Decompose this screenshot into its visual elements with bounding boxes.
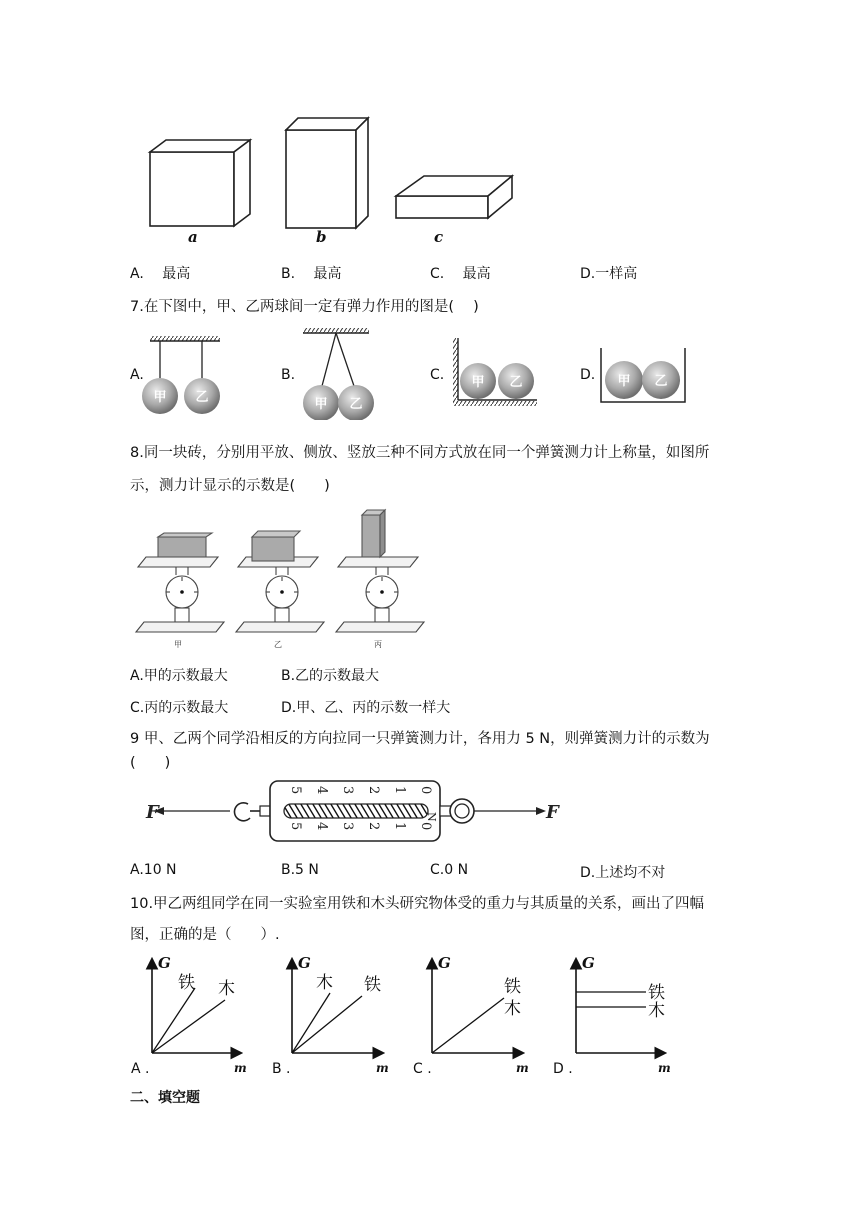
- q10-a-wood: 木: [218, 979, 235, 999]
- q7-fig-a: [142, 336, 220, 414]
- q8-stem-line2: 示，测力计显示的示数是( ): [130, 478, 330, 494]
- q10-d-wood: 木: [648, 1001, 665, 1021]
- q10-stem-line2: 图，正确的是（ ）.: [130, 927, 280, 943]
- q8-option-a: A.甲的示数最大: [130, 668, 228, 684]
- q7-fig-d: [601, 348, 685, 402]
- q7-stem: 7.在下图中，甲、乙两球间一定有弹力作用的图是( ): [130, 299, 479, 315]
- box-c: [396, 176, 512, 218]
- q10-c-y-axis: G: [438, 954, 451, 972]
- q9-tick-top-0: 0: [418, 786, 433, 795]
- q10-b-wood: 木: [316, 973, 333, 993]
- q9-tick-bottom-1: 1: [392, 822, 407, 831]
- box-b: [286, 118, 368, 228]
- q6-option-c: C. 最高: [430, 266, 491, 282]
- q8-option-c: C.丙的示数最大: [130, 700, 229, 716]
- q9-tick-bottom-5: 5: [288, 822, 303, 831]
- q8-scale-1: [136, 533, 224, 632]
- q10-d-iron: 铁: [648, 983, 665, 1003]
- q7-option-d: D.: [580, 367, 596, 383]
- box-a: [150, 140, 250, 226]
- q8-scale-label-1: 甲: [174, 640, 182, 649]
- q9-tick-top-5: 5: [288, 786, 303, 795]
- q9-force-right: F: [546, 802, 559, 823]
- q7-balls-figure: [0, 320, 860, 420]
- q10-d-y-axis: G: [582, 954, 595, 972]
- q10-b-iron: 铁: [364, 975, 381, 995]
- q9-option-a: A.10 N: [130, 862, 177, 878]
- q8-scale-2: [236, 531, 324, 632]
- q8-scales-figure: [130, 505, 430, 655]
- q7-c-ball1: 甲: [471, 375, 485, 390]
- q9-tick-bottom-2: 2: [366, 822, 381, 831]
- q9-force-left: F: [146, 802, 159, 823]
- q10-option-c: C .: [413, 1061, 432, 1077]
- q9-option-c: C.0 N: [430, 862, 469, 878]
- q6-label-b: b: [316, 228, 327, 246]
- q7-a-ball1: 甲: [153, 390, 167, 405]
- q10-a-x-axis: m: [234, 1061, 247, 1075]
- q6-option-d: D.一样高: [580, 266, 638, 282]
- q8-stem-line1: 8.同一块砖，分别用平放、侧放、竖放三种不同方式放在同一个弹簧测力计上称量，如图所: [130, 445, 710, 461]
- q7-b-ball2: 乙: [349, 397, 363, 412]
- q10-stem-line1: 10.甲乙两组同学在同一实验室用铁和木头研究物体受的重力与其质量的关系，画出了四幅: [130, 896, 705, 912]
- q10-c-wood: 木: [504, 999, 521, 1019]
- q9-tick-bottom-4: 4: [314, 822, 329, 831]
- q10-a-iron: 铁: [178, 973, 195, 993]
- q10-b-y-axis: G: [298, 954, 311, 972]
- section-title: 二、填空题: [130, 1090, 200, 1106]
- q10-a-y-axis: G: [158, 954, 171, 972]
- q8-option-b: B.乙的示数最大: [281, 668, 380, 684]
- q9-tick-top-3: 3: [340, 786, 355, 795]
- q7-c-ball2: 乙: [509, 375, 523, 390]
- q10-c-iron: 铁: [504, 977, 521, 997]
- q7-option-b: B.: [281, 367, 296, 383]
- q10-b-x-axis: m: [376, 1061, 389, 1075]
- q7-a-ball2: 乙: [195, 390, 209, 405]
- q8-scale-label-2: 乙: [274, 640, 282, 649]
- q10-option-a: A .: [131, 1061, 150, 1077]
- q10-d-x-axis: m: [658, 1061, 671, 1075]
- q9-option-d: D.上述均不对: [580, 865, 666, 881]
- q7-fig-c: [453, 338, 537, 406]
- q7-d-ball1: 甲: [617, 374, 631, 389]
- q9-tick-top-4: 4: [314, 786, 329, 795]
- q8-scale-3: [336, 510, 424, 632]
- q8-option-d: D.甲、乙、丙的示数一样大: [281, 700, 451, 716]
- q7-option-a: A.: [130, 367, 144, 383]
- q7-fig-b: [303, 328, 374, 420]
- q10-c-x-axis: m: [516, 1061, 529, 1075]
- q9-spring-scale-figure: [140, 776, 580, 846]
- q8-scale-label-3: 丙: [374, 640, 382, 649]
- q6-option-a: A. 最高: [130, 266, 191, 282]
- q7-b-ball1: 甲: [314, 397, 328, 412]
- q9-stem-line2: ( ): [130, 755, 171, 771]
- q10-option-b: B .: [272, 1061, 291, 1077]
- q9-unit: N: [425, 812, 438, 822]
- q9-tick-top-2: 2: [366, 786, 381, 795]
- q10-graphs-figure: [130, 948, 690, 1078]
- q6-boxes-figure: [140, 110, 540, 250]
- q6-label-c: c: [434, 228, 444, 246]
- q7-d-ball2: 乙: [654, 374, 668, 389]
- q6-option-b: B. 最高: [281, 266, 342, 282]
- q6-label-a: a: [188, 228, 198, 246]
- q9-option-b: B.5 N: [281, 862, 319, 878]
- q9-tick-top-1: 1: [392, 786, 407, 795]
- q9-tick-bottom-0: 0: [418, 822, 433, 831]
- q10-option-d: D .: [553, 1061, 573, 1077]
- q9-tick-bottom-3: 3: [340, 822, 355, 831]
- q7-option-c: C.: [430, 367, 445, 383]
- q9-stem-line1: 9 甲、乙两个同学沿相反的方向拉同一只弹簧测力计，各用力 5 N，则弹簧测力计的示数为: [130, 731, 710, 747]
